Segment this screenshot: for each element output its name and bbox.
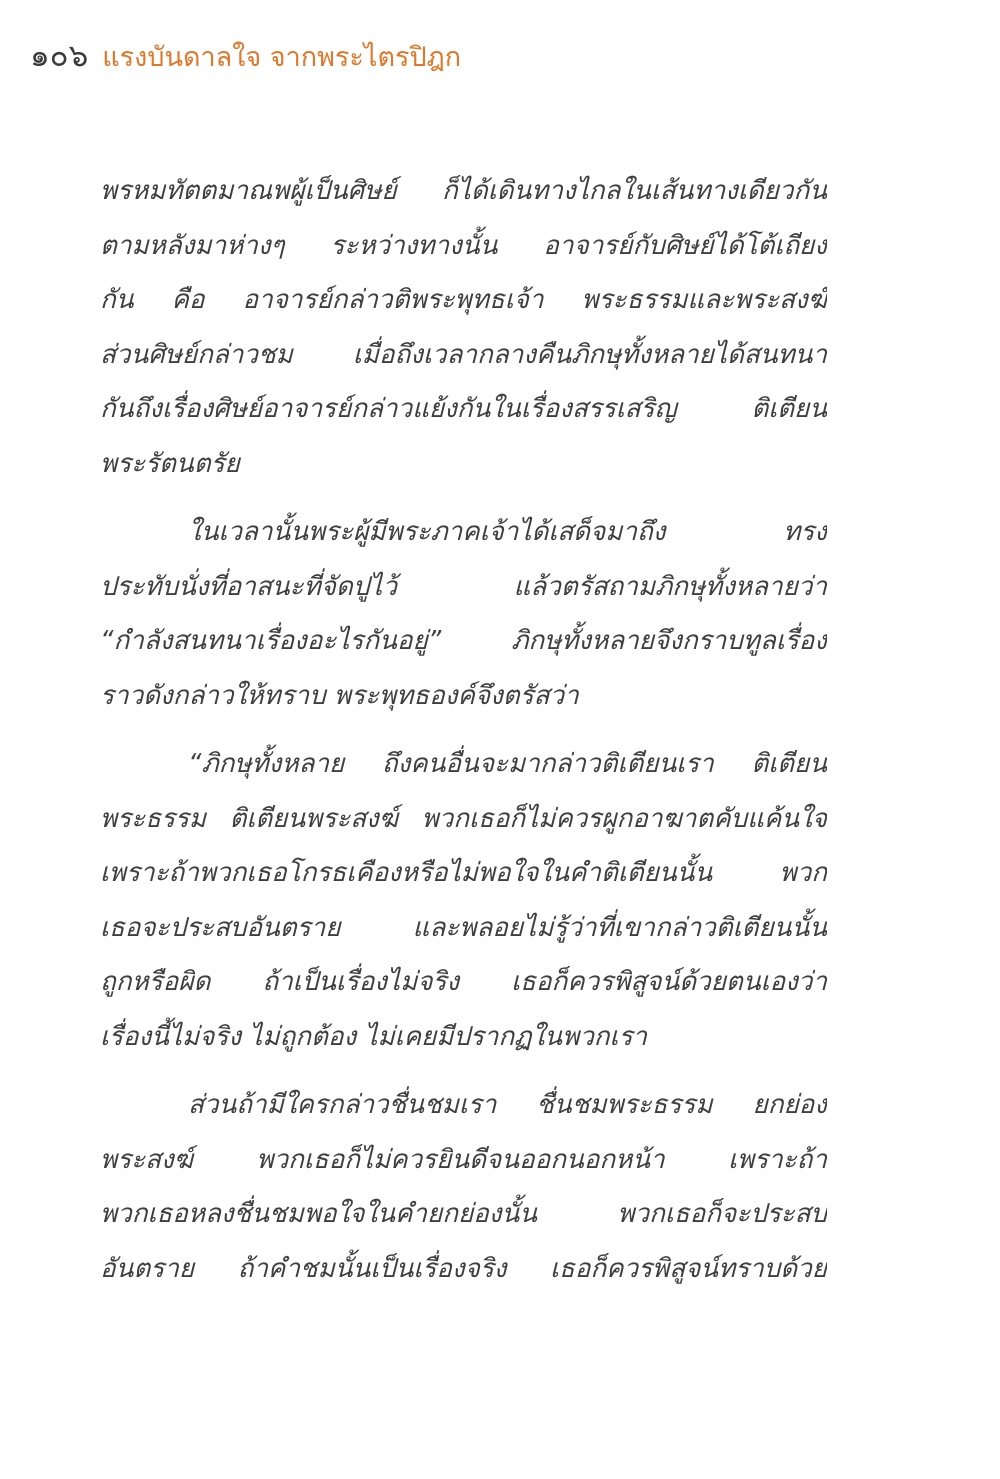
text-line: ส่วนถ้ามีใครกล่าวชื่นชมเรา ชื่นชมพระธรรม ยกย่อง <box>188 1090 827 1120</box>
text-line: พระสงฆ์ พวกเธอก็ไม่ควรยินดีจนออกนอกหน้า เพราะถ้า <box>100 1144 827 1175</box>
paragraph <box>100 505 827 723</box>
text-line: “ภิกษุทั้งหลาย ถึงคนอื่นจะมากล่าวติเตียนเรา ติเตียน <box>188 749 827 779</box>
text-line: พรหมทัตตมาณพผู้เป็นศิษย์ ก็ได้เดินทางไกลในเส้นทางเดียวกัน <box>100 176 827 206</box>
text-line: ตามหลังมาห่างๆ ระหว่างทางนั้น อาจารย์กับศิษย์ได้โต้เถียง <box>100 230 827 261</box>
text-line: กันถึงเรื่องศิษย์อาจารย์กล่าวแย้งกันในเรื่องสรรเสริญ ติเตียน <box>100 394 827 424</box>
text-line: เธอจะประสบอันตราย และพลอยไม่รู้ว่าที่เขากล่าวติเตียนนั้น <box>100 912 827 943</box>
text-line: ประทับนั่งที่อาสนะที่จัดปูไว้ แล้วตรัสถามภิกษุทั้งหลายว่า <box>100 571 827 602</box>
text-line: เพราะถ้าพวกเธอโกรธเคืองหรือไม่พอใจในคำติเตียนนั้น พวก <box>100 858 827 888</box>
text-line: ส่วนศิษย์กล่าวชม เมื่อถึงเวลากลางคืนภิกษุทั้งหลายได้สนทนา <box>100 339 827 370</box>
text-line: ในเวลานั้นพระผู้มีพระภาคเจ้าได้เสด็จมาถึง ทรง <box>188 517 827 547</box>
body-text <box>100 164 827 1296</box>
text-line: ถูกหรือผิด ถ้าเป็นเรื่องไม่จริง เธอก็ควรพิสูจน์ด้วยตนเองว่า <box>100 967 827 997</box>
text-line: พระรัตนตรัย <box>100 448 240 479</box>
paragraph <box>100 737 827 1064</box>
page-header <box>30 30 461 80</box>
text-line: กัน คือ อาจารย์กล่าวติพระพุทธเจ้า พระธรรมและพระสงฆ์ <box>100 285 827 315</box>
text-line: เรื่องนี้ไม่จริง ไม่ถูกต้อง ไม่เคยมีปรากฏในพวกเรา <box>100 1021 648 1052</box>
paragraph <box>100 164 827 491</box>
text-line: ราวดังกล่าวให้ทราบ พระพุทธองค์จึงตรัสว่า <box>100 680 579 711</box>
text-line: “กำลังสนทนาเรื่องอะไรกันอยู่” ภิกษุทั้งหลายจึงกราบทูลเรื่อง <box>100 626 827 656</box>
text-line: อันตราย ถ้าคำชมนั้นเป็นเรื่องจริง เธอก็ควรพิสูจน์ทราบด้วย <box>100 1253 827 1284</box>
text-line: พวกเธอหลงชื่นชมพอใจในคำยกย่องนั้น พวกเธอก็จะประสบ <box>100 1199 827 1229</box>
page-number: ๑๐๖ <box>30 38 89 74</box>
text-line: พระธรรม ติเตียนพระสงฆ์ พวกเธอก็ไม่ควรผูกอาฆาตคับแค้นใจ <box>100 803 827 834</box>
book-title: แรงบันดาลใจ จากพระไตรปิฎก <box>102 42 462 73</box>
paragraph <box>100 1078 827 1296</box>
